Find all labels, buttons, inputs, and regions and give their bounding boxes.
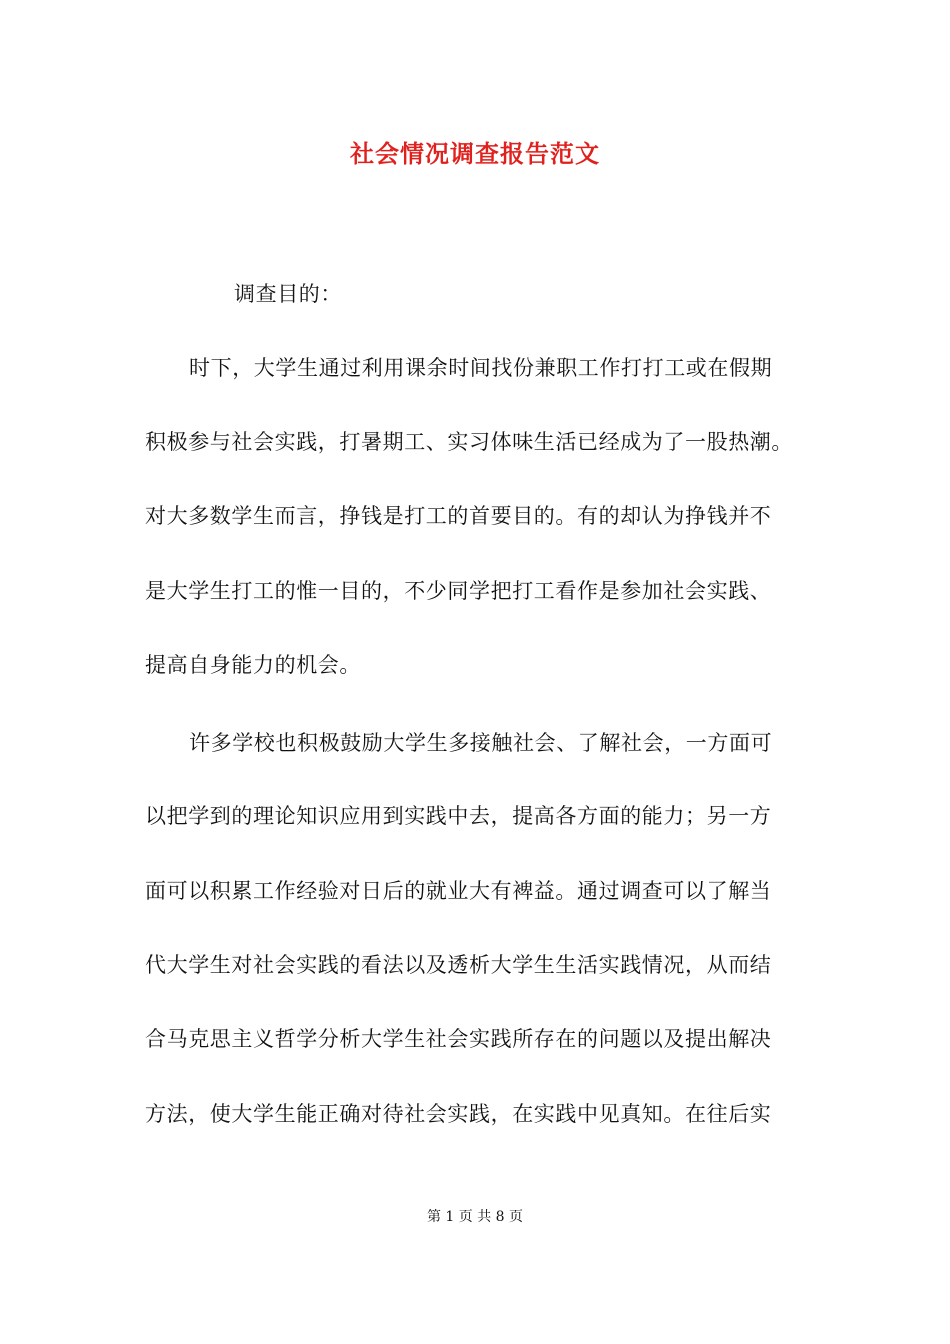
text-line: 是大学生打工的惟一目的，不少同学把打工看作是参加社会实践、	[145, 579, 772, 603]
text-line: 以把学到的理论知识应用到实践中去，提高各方面的能力；另一方	[145, 804, 772, 828]
text-line: 积极参与社会实践，打暑期工、实习体味生活已经成为了一股热潮。	[145, 430, 793, 454]
section-heading: 调查目的：	[234, 282, 342, 306]
document-title: 社会情况调查报告范文	[350, 139, 600, 168]
text-line: 时下，大学生通过利用课余时间找份兼职工作打打工或在假期	[189, 356, 773, 380]
page-number-footer: 第 1 页 共 8 页	[426, 1209, 524, 1225]
text-line: 提高自身能力的机会。	[145, 653, 361, 677]
text-line: 对大多数学生而言，挣钱是打工的首要目的。有的却认为挣钱并不	[145, 504, 772, 528]
text-line: 代大学生对社会实践的看法以及透析大学生生活实践情况，从而结	[145, 953, 772, 977]
text-line: 方法，使大学生能正确对待社会实践，在实践中见真知。在往后实	[145, 1102, 772, 1126]
text-line: 面可以积累工作经验对日后的就业大有裨益。通过调查可以了解当	[145, 879, 772, 903]
text-line: 合马克思主义哲学分析大学生社会实践所存在的问题以及提出解决	[145, 1027, 772, 1051]
text-line: 许多学校也积极鼓励大学生多接触社会、了解社会，一方面可	[189, 731, 773, 755]
